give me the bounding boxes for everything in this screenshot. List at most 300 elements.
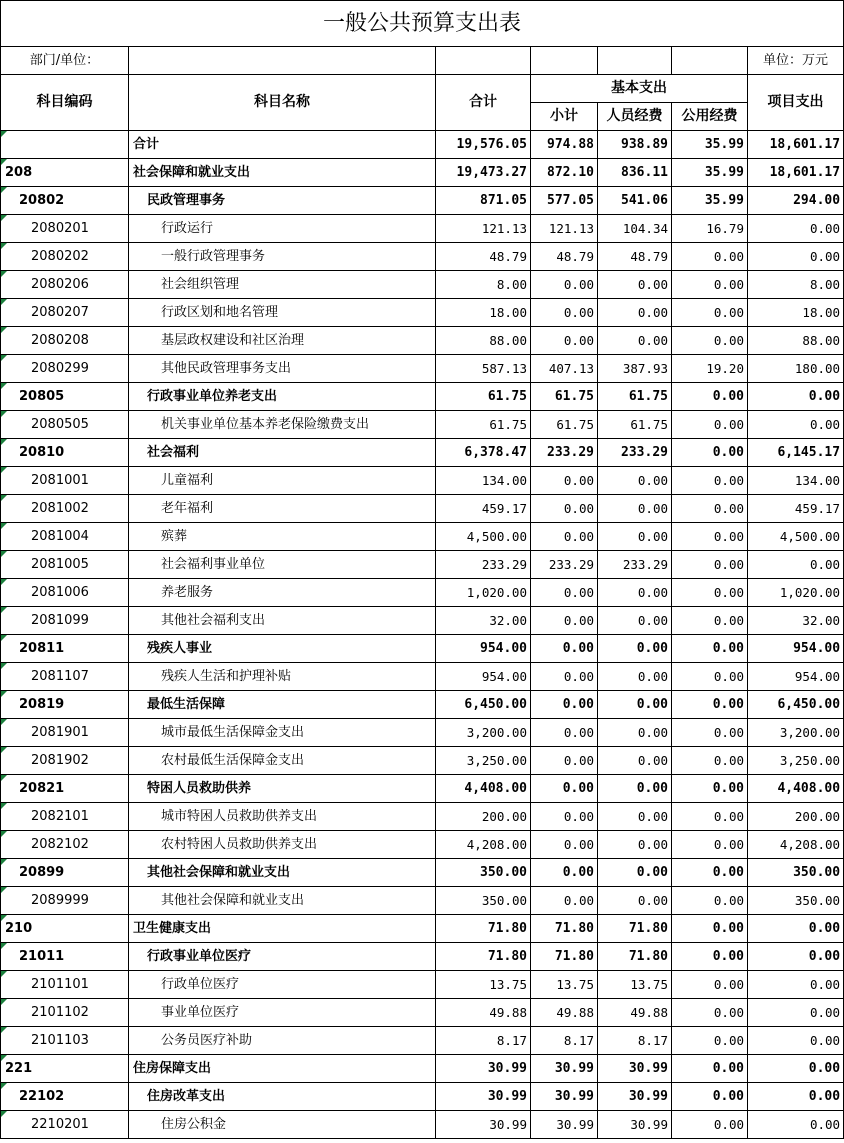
row-public-cell[interactable]: [672, 831, 748, 859]
row-total-cell[interactable]: [436, 411, 531, 439]
row-subtotal-cell[interactable]: [531, 355, 598, 383]
row-name-cell[interactable]: [129, 495, 436, 523]
row-personnel-cell[interactable]: [598, 1027, 672, 1055]
row-name-text: 卫生健康支出: [133, 921, 212, 936]
row-code-cell[interactable]: [1, 467, 129, 495]
row-total-cell[interactable]: [436, 999, 531, 1027]
row-code-cell[interactable]: [1, 1083, 129, 1111]
row-subtotal-cell[interactable]: [531, 411, 598, 439]
row-subtotal-cell[interactable]: [531, 1055, 598, 1083]
row-name-cell[interactable]: [129, 887, 436, 915]
row-subtotal-cell[interactable]: [531, 467, 598, 495]
row-public-cell[interactable]: [672, 915, 748, 943]
row-name-cell[interactable]: [129, 243, 436, 271]
row-personnel-cell[interactable]: [598, 439, 672, 467]
row-subtotal-cell[interactable]: [531, 271, 598, 299]
row-project-cell[interactable]: [748, 999, 844, 1027]
row-name-text: 农村最低生活保障金支出: [161, 753, 305, 768]
row-subtotal-cell[interactable]: [531, 831, 598, 859]
row-subtotal-cell[interactable]: [531, 803, 598, 831]
row-code-cell[interactable]: [1, 327, 129, 355]
row-subtotal-cell[interactable]: [531, 859, 598, 887]
row-code-cell[interactable]: [1, 299, 129, 327]
row-subtotal-cell[interactable]: [531, 551, 598, 579]
row-code-cell[interactable]: [1, 775, 129, 803]
row-project-cell[interactable]: [748, 719, 844, 747]
row-project-cell[interactable]: [748, 915, 844, 943]
row-personnel-cell[interactable]: [598, 551, 672, 579]
row-subtotal-cell[interactable]: [531, 131, 598, 159]
row-personnel-cell[interactable]: [598, 747, 672, 775]
row-personnel-cell[interactable]: [598, 355, 672, 383]
row-personnel-cell[interactable]: [598, 887, 672, 915]
row-project-cell[interactable]: [748, 551, 844, 579]
row-public-cell[interactable]: [672, 607, 748, 635]
row-public-cell[interactable]: [672, 327, 748, 355]
cell-comment-indicator-icon: [1, 467, 7, 473]
row-name-cell[interactable]: [129, 915, 436, 943]
row-project-cell[interactable]: [748, 943, 844, 971]
row-total-cell[interactable]: [436, 439, 531, 467]
row-code-cell[interactable]: [1, 439, 129, 467]
row-code-cell[interactable]: [1, 383, 129, 411]
row-code-text: 2081901: [31, 725, 89, 740]
row-subtotal-cell[interactable]: [531, 887, 598, 915]
row-project-cell[interactable]: [748, 383, 844, 411]
row-project-cell[interactable]: [748, 663, 844, 691]
row-name-cell[interactable]: [129, 1027, 436, 1055]
row-code-cell[interactable]: [1, 187, 129, 215]
table-row: [1, 551, 844, 579]
row-name-cell[interactable]: [129, 859, 436, 887]
row-project-cell[interactable]: [748, 747, 844, 775]
row-personnel-cell[interactable]: [598, 803, 672, 831]
row-total-cell[interactable]: [436, 971, 531, 999]
row-project-text: 32.00: [802, 613, 841, 628]
row-public-cell[interactable]: [672, 971, 748, 999]
row-public-cell[interactable]: [672, 215, 748, 243]
row-project-cell[interactable]: [748, 635, 844, 663]
row-subtotal-cell[interactable]: [531, 943, 598, 971]
row-personnel-cell[interactable]: [598, 943, 672, 971]
row-personnel-text: 0.00: [636, 865, 668, 880]
row-total-cell[interactable]: [436, 607, 531, 635]
row-name-cell[interactable]: [129, 523, 436, 551]
row-project-cell[interactable]: [748, 803, 844, 831]
row-public-cell[interactable]: [672, 411, 748, 439]
row-total-cell[interactable]: [436, 579, 531, 607]
row-total-cell[interactable]: [436, 915, 531, 943]
row-total-cell[interactable]: [436, 187, 531, 215]
row-code-cell[interactable]: [1, 887, 129, 915]
row-code-cell[interactable]: [1, 271, 129, 299]
row-total-cell[interactable]: [436, 495, 531, 523]
row-code-text: 21011: [19, 949, 65, 964]
row-subtotal-cell[interactable]: [531, 999, 598, 1027]
row-subtotal-cell[interactable]: [531, 775, 598, 803]
row-personnel-cell[interactable]: [598, 523, 672, 551]
row-code-cell[interactable]: [1, 943, 129, 971]
row-public-cell[interactable]: [672, 803, 748, 831]
dept-value-cell[interactable]: [129, 47, 436, 75]
row-total-cell[interactable]: [436, 663, 531, 691]
row-project-cell[interactable]: [748, 1111, 844, 1139]
row-code-text: 2080201: [31, 221, 89, 236]
row-public-cell[interactable]: [672, 243, 748, 271]
header-personnel: 人员经费: [598, 103, 672, 131]
row-name-cell[interactable]: [129, 383, 436, 411]
row-subtotal-cell[interactable]: [531, 383, 598, 411]
row-name-cell[interactable]: [129, 299, 436, 327]
row-personnel-cell[interactable]: [598, 859, 672, 887]
row-total-text: 4,500.00: [466, 529, 527, 544]
row-personnel-cell[interactable]: [598, 131, 672, 159]
row-public-cell[interactable]: [672, 1111, 748, 1139]
row-name-cell[interactable]: [129, 831, 436, 859]
row-public-cell[interactable]: [672, 663, 748, 691]
row-project-cell[interactable]: [748, 355, 844, 383]
row-subtotal-cell[interactable]: [531, 579, 598, 607]
row-project-cell[interactable]: [748, 971, 844, 999]
row-total-cell[interactable]: [436, 523, 531, 551]
row-project-cell[interactable]: [748, 775, 844, 803]
row-subtotal-cell[interactable]: [531, 299, 598, 327]
row-total-cell[interactable]: [436, 355, 531, 383]
row-code-cell[interactable]: [1, 411, 129, 439]
row-project-cell[interactable]: [748, 243, 844, 271]
row-public-cell[interactable]: [672, 943, 748, 971]
row-project-cell[interactable]: [748, 607, 844, 635]
row-code-cell[interactable]: [1, 691, 129, 719]
row-subtotal-cell[interactable]: [531, 523, 598, 551]
row-personnel-cell[interactable]: [598, 1083, 672, 1111]
row-name-cell[interactable]: [129, 131, 436, 159]
row-public-cell[interactable]: [672, 747, 748, 775]
row-personnel-cell[interactable]: [598, 495, 672, 523]
row-public-cell[interactable]: [672, 1027, 748, 1055]
row-total-cell[interactable]: [436, 859, 531, 887]
row-total-cell[interactable]: [436, 383, 531, 411]
row-public-cell[interactable]: [672, 551, 748, 579]
row-total-cell[interactable]: [436, 691, 531, 719]
row-personnel-cell[interactable]: [598, 187, 672, 215]
row-name-cell[interactable]: [129, 1111, 436, 1139]
row-code-cell[interactable]: [1, 1027, 129, 1055]
row-public-cell[interactable]: [672, 719, 748, 747]
row-public-text: 0.00: [713, 1117, 744, 1132]
row-code-cell[interactable]: [1, 999, 129, 1027]
row-code-cell[interactable]: [1, 579, 129, 607]
row-total-cell[interactable]: [436, 887, 531, 915]
row-public-cell[interactable]: [672, 299, 748, 327]
row-name-text: 社会福利事业单位: [161, 557, 266, 572]
row-project-cell[interactable]: [748, 887, 844, 915]
row-total-cell[interactable]: [436, 831, 531, 859]
row-public-cell[interactable]: [672, 887, 748, 915]
row-code-cell[interactable]: [1, 159, 129, 187]
row-total-cell[interactable]: [436, 1111, 531, 1139]
row-name-cell[interactable]: [129, 271, 436, 299]
row-total-text: 350.00: [481, 893, 527, 908]
row-name-cell[interactable]: [129, 355, 436, 383]
row-code-cell[interactable]: [1, 719, 129, 747]
row-code-cell[interactable]: [1, 915, 129, 943]
row-total-cell[interactable]: [436, 1083, 531, 1111]
row-code-cell[interactable]: [1, 663, 129, 691]
row-project-cell[interactable]: [748, 1055, 844, 1083]
row-subtotal-cell[interactable]: [531, 1111, 598, 1139]
row-project-cell[interactable]: [748, 859, 844, 887]
row-public-text: 0.00: [713, 977, 744, 992]
row-project-cell[interactable]: [748, 327, 844, 355]
row-public-cell[interactable]: [672, 635, 748, 663]
row-name-cell[interactable]: [129, 411, 436, 439]
row-code-text: 20821: [19, 781, 65, 796]
row-personnel-cell[interactable]: [598, 915, 672, 943]
row-personnel-cell[interactable]: [598, 971, 672, 999]
row-personnel-cell[interactable]: [598, 159, 672, 187]
row-project-cell[interactable]: [748, 299, 844, 327]
row-project-cell[interactable]: [748, 495, 844, 523]
row-subtotal-text: 61.75: [554, 389, 594, 404]
row-name-cell[interactable]: [129, 327, 436, 355]
row-name-cell[interactable]: [129, 187, 436, 215]
row-name-text: 住房改革支出: [147, 1089, 226, 1104]
row-project-cell[interactable]: [748, 411, 844, 439]
row-public-cell[interactable]: [672, 1083, 748, 1111]
row-personnel-cell[interactable]: [598, 215, 672, 243]
row-code-cell[interactable]: [1, 551, 129, 579]
cell-comment-indicator-icon: [1, 607, 7, 613]
row-total-cell[interactable]: [436, 467, 531, 495]
row-total-cell[interactable]: [436, 551, 531, 579]
row-personnel-cell[interactable]: [598, 243, 672, 271]
row-total-cell[interactable]: [436, 719, 531, 747]
row-code-cell[interactable]: [1, 971, 129, 999]
row-name-text: 其他民政管理事务支出: [161, 361, 292, 376]
row-total-cell[interactable]: [436, 243, 531, 271]
row-public-cell[interactable]: [672, 355, 748, 383]
row-name-cell[interactable]: [129, 579, 436, 607]
row-public-cell[interactable]: [672, 159, 748, 187]
row-name-cell[interactable]: [129, 159, 436, 187]
row-personnel-cell[interactable]: [598, 663, 672, 691]
row-public-cell[interactable]: [672, 467, 748, 495]
row-name-cell[interactable]: [129, 999, 436, 1027]
row-public-cell[interactable]: [672, 579, 748, 607]
row-public-cell[interactable]: [672, 775, 748, 803]
row-code-cell[interactable]: [1, 131, 129, 159]
row-total-cell[interactable]: [436, 943, 531, 971]
row-subtotal-cell[interactable]: [531, 1027, 598, 1055]
row-public-cell[interactable]: [672, 439, 748, 467]
row-name-cell[interactable]: [129, 439, 436, 467]
row-code-cell[interactable]: [1, 635, 129, 663]
row-personnel-cell[interactable]: [598, 691, 672, 719]
row-personnel-text: 233.29: [621, 445, 668, 460]
row-project-cell[interactable]: [748, 831, 844, 859]
row-code-text: 2081006: [31, 585, 89, 600]
row-total-cell[interactable]: [436, 131, 531, 159]
row-code-cell[interactable]: [1, 1055, 129, 1083]
row-subtotal-cell[interactable]: [531, 159, 598, 187]
row-project-cell[interactable]: [748, 1083, 844, 1111]
row-project-cell[interactable]: [748, 215, 844, 243]
row-name-text: 残疾人生活和护理补贴: [161, 669, 292, 684]
row-total-cell[interactable]: [436, 215, 531, 243]
row-subtotal-cell[interactable]: [531, 495, 598, 523]
row-public-cell[interactable]: [672, 523, 748, 551]
row-project-cell[interactable]: [748, 187, 844, 215]
row-total-cell[interactable]: [436, 271, 531, 299]
row-project-text: 459.17: [794, 501, 841, 516]
row-code-cell[interactable]: [1, 831, 129, 859]
row-project-text: 180.00: [794, 361, 841, 376]
row-total-cell[interactable]: [436, 327, 531, 355]
row-personnel-cell[interactable]: [598, 579, 672, 607]
row-project-text: 0.00: [809, 977, 841, 992]
row-code-cell[interactable]: [1, 803, 129, 831]
row-subtotal-text: 233.29: [548, 557, 594, 572]
header-public: 公用经费: [672, 103, 748, 131]
row-personnel-cell[interactable]: [598, 1111, 672, 1139]
row-personnel-cell[interactable]: [598, 271, 672, 299]
row-total-cell[interactable]: [436, 159, 531, 187]
row-project-text: 6,145.17: [777, 445, 841, 460]
row-personnel-cell[interactable]: [598, 327, 672, 355]
row-personnel-cell[interactable]: [598, 383, 672, 411]
row-public-text: 0.00: [713, 809, 744, 824]
row-code-cell[interactable]: [1, 607, 129, 635]
row-project-cell[interactable]: [748, 439, 844, 467]
row-subtotal-cell[interactable]: [531, 663, 598, 691]
row-subtotal-cell[interactable]: [531, 971, 598, 999]
row-project-cell[interactable]: [748, 523, 844, 551]
row-subtotal-cell[interactable]: [531, 747, 598, 775]
row-code-cell[interactable]: [1, 523, 129, 551]
row-code-cell[interactable]: [1, 1111, 129, 1139]
row-name-cell[interactable]: [129, 803, 436, 831]
row-name-cell[interactable]: [129, 551, 436, 579]
row-total-cell[interactable]: [436, 775, 531, 803]
row-name-cell[interactable]: [129, 1055, 436, 1083]
row-public-cell[interactable]: [672, 691, 748, 719]
cell-comment-indicator-icon: [1, 691, 7, 697]
row-name-cell[interactable]: [129, 215, 436, 243]
row-public-cell[interactable]: [672, 999, 748, 1027]
row-name-cell[interactable]: [129, 1083, 436, 1111]
row-subtotal-cell[interactable]: [531, 719, 598, 747]
row-personnel-cell[interactable]: [598, 719, 672, 747]
row-public-text: 0.00: [712, 921, 744, 936]
row-code-cell[interactable]: [1, 215, 129, 243]
row-public-text: 0.00: [713, 529, 744, 544]
row-personnel-cell[interactable]: [598, 467, 672, 495]
row-project-cell[interactable]: [748, 467, 844, 495]
row-project-cell[interactable]: [748, 159, 844, 187]
row-code-cell[interactable]: [1, 495, 129, 523]
row-subtotal-cell[interactable]: [531, 915, 598, 943]
table-row: [1, 187, 844, 215]
row-public-cell[interactable]: [672, 271, 748, 299]
row-public-cell[interactable]: [672, 383, 748, 411]
row-project-cell[interactable]: [748, 579, 844, 607]
row-personnel-text: 30.99: [628, 1089, 668, 1104]
row-subtotal-cell[interactable]: [531, 691, 598, 719]
row-personnel-cell[interactable]: [598, 999, 672, 1027]
row-public-cell[interactable]: [672, 131, 748, 159]
row-subtotal-cell[interactable]: [531, 439, 598, 467]
row-personnel-cell[interactable]: [598, 831, 672, 859]
row-subtotal-cell[interactable]: [531, 215, 598, 243]
row-code-cell[interactable]: [1, 355, 129, 383]
row-name-text: 住房公积金: [161, 1117, 227, 1132]
row-personnel-cell[interactable]: [598, 1055, 672, 1083]
table-row: [1, 1055, 844, 1083]
row-total-cell[interactable]: [436, 803, 531, 831]
row-name-cell[interactable]: [129, 719, 436, 747]
row-subtotal-text: 0.00: [563, 809, 594, 824]
row-subtotal-cell[interactable]: [531, 635, 598, 663]
row-code-cell[interactable]: [1, 859, 129, 887]
row-name-cell[interactable]: [129, 971, 436, 999]
row-name-cell[interactable]: [129, 635, 436, 663]
row-public-cell[interactable]: [672, 1055, 748, 1083]
row-subtotal-cell[interactable]: [531, 327, 598, 355]
row-public-cell[interactable]: [672, 187, 748, 215]
row-personnel-cell[interactable]: [598, 635, 672, 663]
row-name-cell[interactable]: [129, 775, 436, 803]
row-code-text: 2081107: [31, 669, 89, 684]
row-total-cell[interactable]: [436, 299, 531, 327]
cell-comment-indicator-icon: [1, 831, 7, 837]
row-subtotal-cell[interactable]: [531, 243, 598, 271]
row-project-cell[interactable]: [748, 691, 844, 719]
row-subtotal-cell[interactable]: [531, 607, 598, 635]
row-subtotal-cell[interactable]: [531, 1083, 598, 1111]
row-total-cell[interactable]: [436, 1055, 531, 1083]
row-public-cell[interactable]: [672, 859, 748, 887]
row-project-text: 200.00: [794, 809, 841, 824]
row-name-cell[interactable]: [129, 747, 436, 775]
row-code-text: 20811: [19, 641, 65, 656]
row-project-cell[interactable]: [748, 271, 844, 299]
row-public-text: 0.00: [713, 837, 744, 852]
row-project-cell[interactable]: [748, 131, 844, 159]
row-name-cell[interactable]: [129, 467, 436, 495]
row-personnel-cell[interactable]: [598, 411, 672, 439]
row-subtotal-cell[interactable]: [531, 187, 598, 215]
row-name-cell[interactable]: [129, 943, 436, 971]
row-total-cell[interactable]: [436, 1027, 531, 1055]
row-personnel-cell[interactable]: [598, 607, 672, 635]
row-total-cell[interactable]: [436, 747, 531, 775]
row-name-cell[interactable]: [129, 691, 436, 719]
row-public-cell[interactable]: [672, 495, 748, 523]
header-code: 科目编码: [1, 75, 129, 131]
cell-comment-indicator-icon: [1, 803, 7, 809]
row-code-cell[interactable]: [1, 747, 129, 775]
row-code-cell[interactable]: [1, 243, 129, 271]
row-name-cell[interactable]: [129, 663, 436, 691]
row-personnel-cell[interactable]: [598, 299, 672, 327]
row-subtotal-text: 8.17: [563, 1033, 594, 1048]
row-project-cell[interactable]: [748, 1027, 844, 1055]
row-personnel-cell[interactable]: [598, 775, 672, 803]
row-name-cell[interactable]: [129, 607, 436, 635]
row-name-text: 老年福利: [161, 501, 214, 516]
row-total-cell[interactable]: [436, 635, 531, 663]
